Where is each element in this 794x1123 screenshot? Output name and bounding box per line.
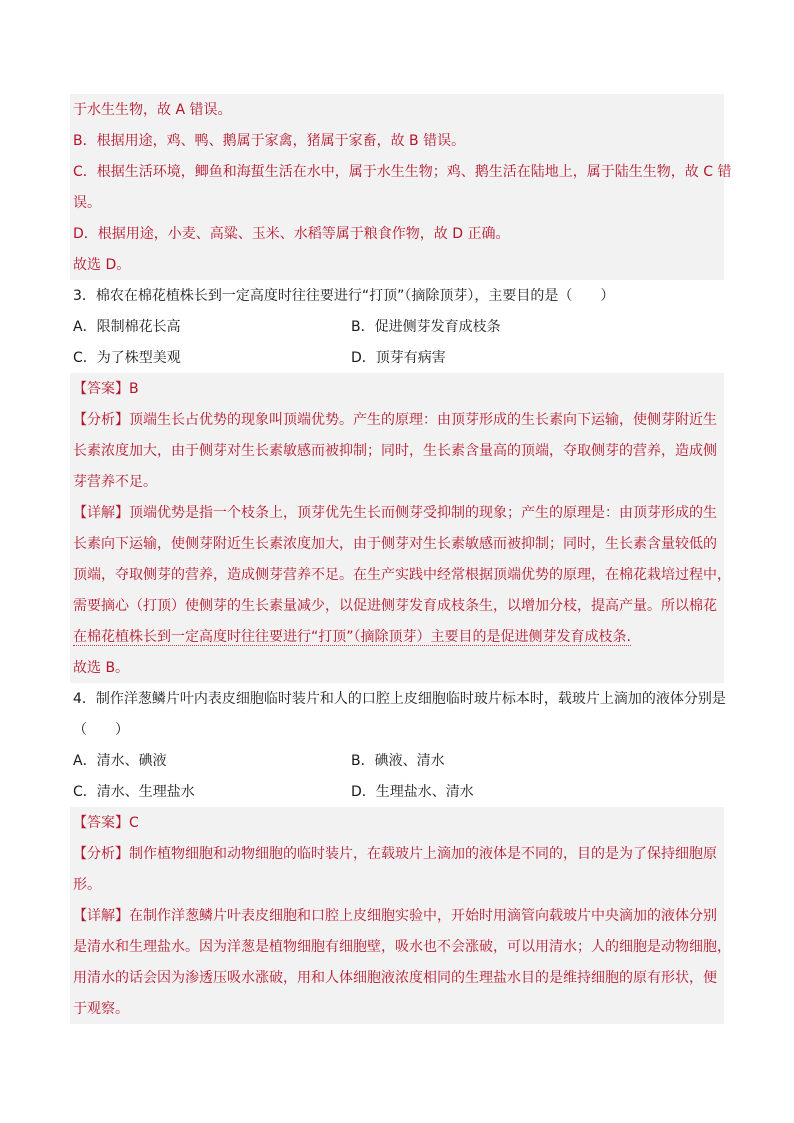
analysis-tag: 【分析】 — [73, 846, 129, 862]
detail-tag: 【详解】 — [73, 505, 129, 521]
q4-stem-bracket: （ ） — [73, 722, 129, 738]
q3-detail-line — [70, 497, 724, 528]
q4-option-d: D．生理盐水、清水 — [351, 784, 474, 800]
q4-analysis-line — [70, 838, 724, 869]
q4-detail-line — [70, 900, 724, 931]
q3-detail-line: 长素向下运输，使侧芽附近生长素浓度加大，由于侧芽对生长素敏感而被抑制；同时，生长素含量较低的 — [73, 536, 717, 552]
q4-detail-line: 是清水和生理盐水。因为洋葱是植物细胞有细胞壁，吸水也不会涨破，可以用清水；人的细胞是动物细胞， — [73, 939, 731, 955]
analysis-tag: 【分析】 — [73, 412, 129, 428]
q2-conclusion: 故选 D。 — [73, 257, 131, 273]
q4-detail-line: 于观察。 — [73, 1001, 129, 1017]
q4-option-b: B．碘液、清水 — [351, 753, 445, 769]
q3-option-a: A．限制棉花长高 — [73, 319, 181, 335]
detail-text-underlined: 在棉花植株长到一定高度时往往要进行“打顶”（摘除顶芽）主要目的是促进侧芽发育成枝条. — [73, 629, 631, 645]
q3-options-row — [70, 342, 724, 373]
page-content — [70, 94, 732, 1024]
q3-analysis-line: 长素浓度加大，由于侧芽对生长素敏感而被抑制；同时，生长素含量高的顶端，夺取侧芽的营养，造成侧 — [73, 443, 717, 459]
q4-answer-block — [70, 807, 731, 1024]
q3-detail-line — [70, 621, 724, 652]
q3-option-d: D．顶芽有病害 — [351, 350, 446, 366]
q3-stem: 3．棉农在棉花植株长到一定高度时往往要进行“打顶”（摘除顶芽），主要目的是（ ） — [73, 288, 615, 304]
q4-option-c: C．清水、生理盐水 — [73, 784, 195, 800]
q2-explanation-line: 误。 — [73, 195, 101, 211]
q2-explanation-block — [70, 94, 732, 280]
q3-analysis-line — [70, 404, 724, 435]
answer-letter: B — [129, 381, 139, 397]
q4-stem: 4．制作洋葱鳞片叶内表皮细胞临时装片和人的口腔上皮细胞临时玻片标本时，载玻片上滴加的液体分别是 — [73, 691, 726, 707]
answer-letter: C — [129, 815, 139, 831]
detail-text: 在制作洋葱鳞片叶表皮细胞和口腔上皮细胞实验中，开始时用滴管向载玻片中央滴加的液体分别 — [129, 908, 717, 924]
answer-tag: 【答案】 — [73, 815, 129, 831]
q3-conclusion: 故选 B。 — [73, 660, 130, 676]
q3-analysis-line: 芽营养不足。 — [73, 474, 157, 490]
q4-option-a: A．清水、碘液 — [73, 753, 167, 769]
q3-option-c: C．为了株型美观 — [73, 350, 181, 366]
q2-explanation-line: B．根据用途，鸡、鸭、鹅属于家禽，猪属于家畜，故 B 错误。 — [73, 133, 466, 149]
q3-options-row — [70, 311, 724, 342]
detail-tag: 【详解】 — [73, 908, 129, 924]
q4-detail-line: 用清水的话会因为渗透压吸水涨破，用和人体细胞液浓度相同的生理盐水目的是维持细胞的原有形状，便 — [73, 970, 717, 986]
answer-tag: 【答案】 — [73, 381, 129, 397]
q3-detail-line: 顶端，夺取侧芽的营养，造成侧芽营养不足。在生产实践中经常根据顶端优势的原理，在棉花栽培过程中， — [73, 567, 731, 583]
q4-analysis-line: 形。 — [73, 877, 101, 893]
q2-explanation-line: D．根据用途，小麦、高粱、玉米、水稻等属于粮食作物，故 D 正确。 — [73, 226, 510, 242]
q3-answer-block — [70, 373, 731, 683]
q2-explanation-line: C．根据生活环境，鲫鱼和海蜇生活在水中，属于水生生物；鸡、鹅生活在陆地上，属于陆生生物，故 C 错 — [73, 164, 732, 180]
detail-text: 顶端优势是指一个枝条上，顶芽优先生长而侧芽受抑制的现象；产生的原理是：由顶芽形成的生 — [129, 505, 717, 521]
q3-option-b: B．促进侧芽发育成枝条 — [351, 319, 501, 335]
q3-answer — [70, 373, 724, 404]
q4-options-row — [70, 776, 724, 807]
q3-detail-line: 需要摘心（打顶）使侧芽的生长素量减少，以促进侧芽发育成枝条生，以增加分枝，提高产量。所以棉花 — [73, 598, 717, 614]
analysis-text: 顶端生长占优势的现象叫顶端优势。产生的原理：由顶芽形成的生长素向下运输，使侧芽附近生 — [129, 412, 717, 428]
q2-explanation-line: 于水生生物，故 A 错误。 — [73, 102, 232, 118]
q4-answer — [70, 807, 724, 838]
analysis-text: 制作植物细胞和动物细胞的临时装片，在载玻片上滴加的液体是不同的，目的是为了保持细胞原 — [129, 846, 717, 862]
q4-options-row — [70, 745, 724, 776]
